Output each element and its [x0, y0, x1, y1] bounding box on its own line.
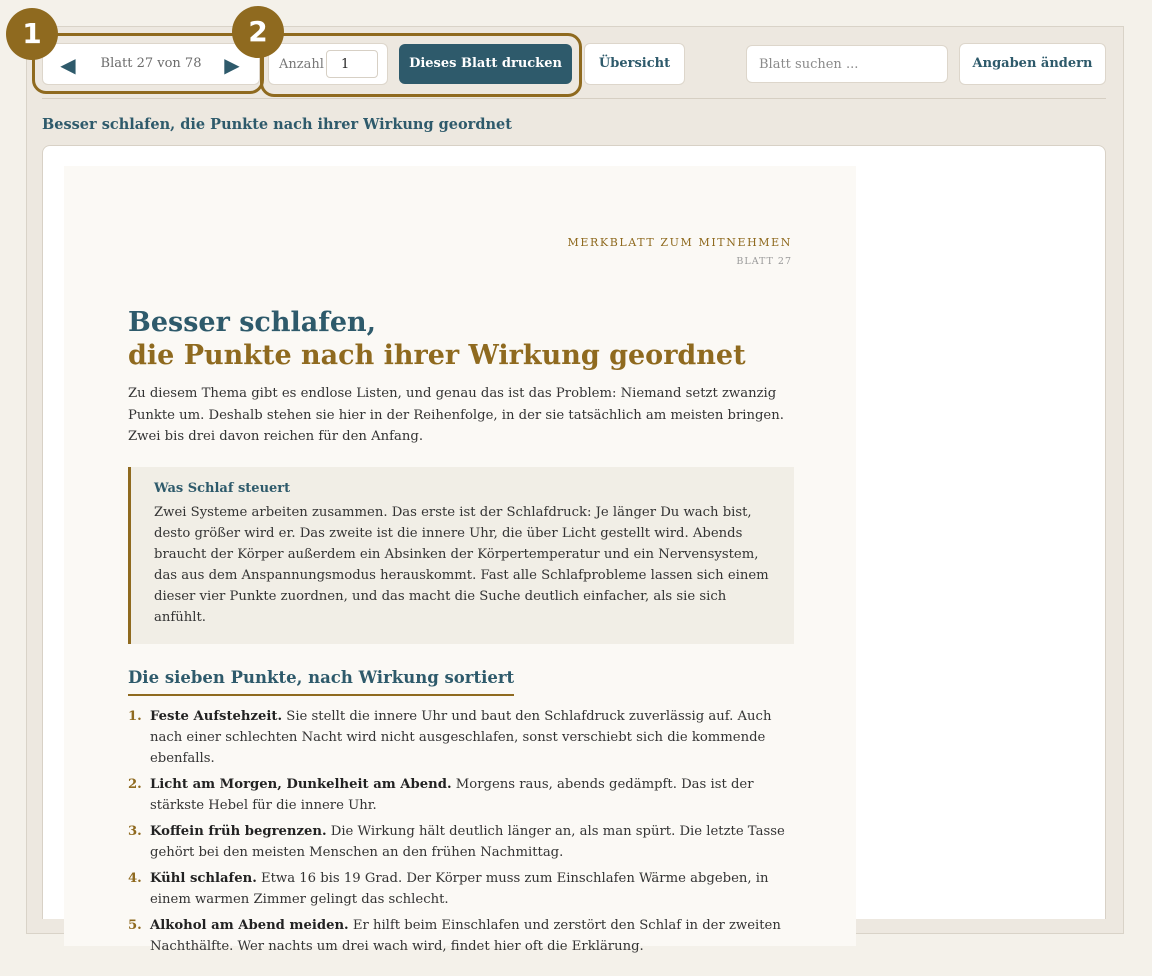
list-item-number: 3.	[128, 823, 142, 839]
toolbar-divider	[42, 98, 1106, 99]
sheet-intro: Zu diesem Thema gibt es endlose Listen, und genau das ist das Problem: Niemand setzt zwanzig Punkte um. Deshalb stehen sie hier in der Reihenfolge, in der sie tatsächlich am meisten bringen. Zwei bis drei davon reichen für den Anfang.	[128, 386, 784, 444]
sheet-search-input[interactable]	[746, 45, 948, 83]
edit-details-button[interactable]: Angaben ändern	[959, 43, 1106, 85]
list-item	[128, 915, 794, 957]
list-item	[128, 821, 794, 863]
sheet-kicker: MERKBLATT ZUM MITNEHMEN	[567, 236, 792, 249]
list-item-title: Kühl schlafen.	[150, 870, 257, 886]
sheet-header	[568, 236, 792, 267]
sheet-page	[64, 166, 856, 954]
list-item-text: Er hilft beim Einschlafen und zerstört den Schlaf in der zweiten Nachthälfte. Wer nachts um drei wach wird, findet hier oft die Erklärung.	[150, 917, 781, 954]
list-item	[128, 868, 794, 910]
sheet-counter: Blatt 27 von 78	[100, 56, 202, 71]
list-item-number: 5.	[128, 917, 142, 933]
list-item-number: 4.	[128, 870, 142, 886]
quantity-control	[268, 43, 388, 85]
list-item-title: Licht am Morgen, Dunkelheit am Abend.	[150, 776, 452, 792]
sheet-navigator	[42, 43, 260, 85]
info-box-title: Was Schlaf steuert	[154, 480, 291, 496]
list-item-text: Die Wirkung hält deutlich länger an, als man spürt. Die letzte Tasse gehört bei den meisten Menschen an den frühen Nachmittag.	[150, 823, 785, 860]
list-item	[128, 774, 794, 816]
quantity-label: Anzahl	[279, 57, 324, 72]
callout-badge-1: 1	[6, 8, 58, 60]
page-title: Besser schlafen, die Punkte nach ihrer Wirkung geordnet	[42, 116, 512, 133]
info-box	[128, 467, 794, 644]
print-sheet-button[interactable]: Dieses Blatt drucken	[399, 44, 572, 84]
steps-list	[128, 706, 794, 957]
sheet-heading-line1: Besser schlafen,	[128, 307, 377, 338]
list-item-text: Etwa 16 bis 19 Grad. Der Körper muss zum Einschlafen Wärme abgeben, in einem warmen Zimmer gelingt das schlecht.	[150, 870, 769, 907]
list-item-title: Koffein früh begrenzen.	[150, 823, 327, 839]
list-item	[128, 706, 794, 769]
section-title: Die sieben Punkte, nach Wirkung sortiert	[128, 668, 514, 696]
info-box-text: Zwei Systeme arbeiten zusammen. Das erste ist der Schlafdruck: Je länger Du wach bist, desto größer wird er. Das zweite ist die innere Uhr, die über Licht gestellt wird. Abends braucht der Körper außerdem ein Absinken der Körpertemperatur und ein Nervensystem, das aus dem Anspannungsmodus herauskommt. Fast alle Schlafprobleme lassen sich einem dieser vier Punkte zuordnen, und das macht die Suche deutlich einfacher, als sie sich anfühlt.	[154, 504, 769, 625]
list-item-text: Sie stellt die innere Uhr und baut den Schlafdruck zuverlässig auf. Auch nach einer schlechten Nacht wird nicht ausgeschlafen, sonst verschiebt sich die kommende ebenfalls.	[150, 708, 772, 766]
quantity-input[interactable]	[326, 50, 378, 78]
callout-badge-2: 2	[232, 6, 284, 58]
list-item-text: Morgens raus, abends gedämpft. Das ist der stärkste Hebel für die innere Uhr.	[150, 776, 754, 813]
sheet-number: BLATT 27	[736, 256, 792, 267]
list-item-title: Feste Aufstehzeit.	[150, 708, 283, 724]
sheet-content	[128, 306, 794, 962]
overview-button[interactable]: Übersicht	[584, 43, 685, 85]
triangle-left-icon[interactable]: ◀	[60, 53, 76, 77]
triangle-right-icon[interactable]: ▶	[224, 53, 240, 77]
list-item-number: 1.	[128, 708, 142, 724]
sheet-viewer[interactable]	[42, 145, 1106, 954]
list-item-number: 2.	[128, 776, 142, 792]
list-item-title: Alkohol am Abend meiden.	[150, 917, 349, 933]
sheet-heading-line2: die Punkte nach ihrer Wirkung geordnet	[128, 340, 746, 371]
